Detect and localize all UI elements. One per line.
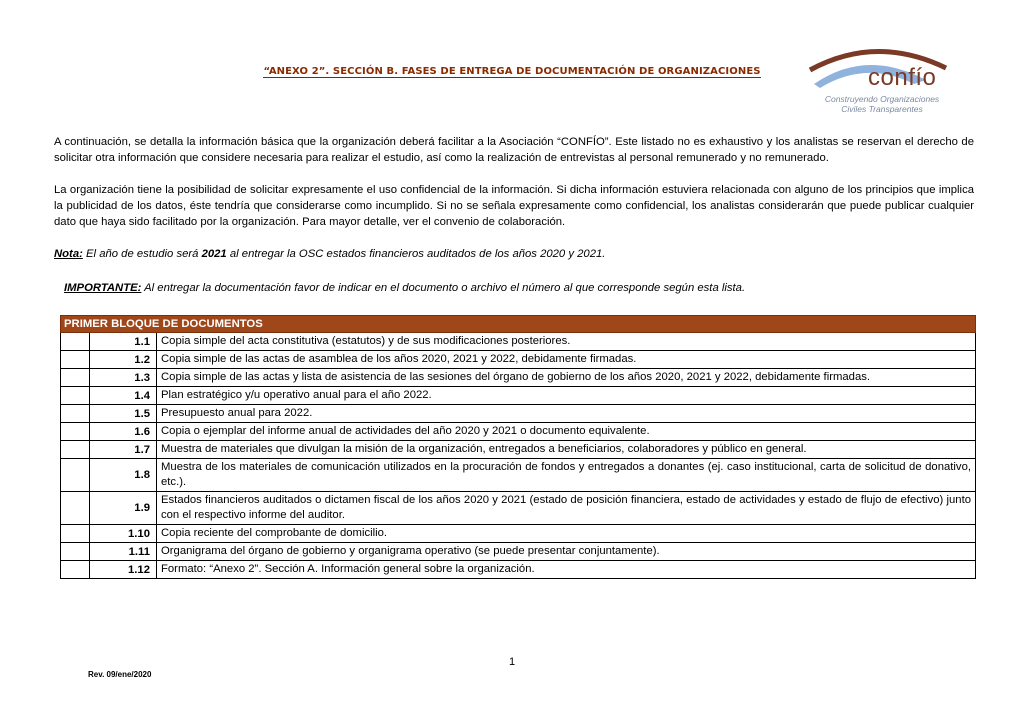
item-description: Presupuesto anual para 2022. <box>157 405 976 423</box>
item-number: 1.5 <box>90 405 157 423</box>
table-row <box>61 543 976 561</box>
check-cell <box>61 351 90 369</box>
logo-tagline-line-1: Construyendo Organizaciones <box>824 94 940 104</box>
check-cell <box>61 387 90 405</box>
item-number: 1.11 <box>90 543 157 561</box>
check-cell <box>61 333 90 351</box>
note-text-1: El año de estudio será <box>82 248 202 260</box>
check-cell <box>61 492 90 525</box>
confidentiality-paragraph: La organización tiene la posibilidad de solicitar expresamente el uso confidencial de la información. Si dicha información estuviera relacionada con alguno de los principios que implica la publicidad de los datos, éste tendría que considerarse como incumplido. Si no se señala expresamente como confidencial, los analistas considerarán que puede publicar cualquier dato que haya sido facilitado por la organización. Para mayor detalle, ver el convenio de colaboración. <box>54 184 974 228</box>
important-label: IMPORTANTE: <box>64 282 142 294</box>
item-number: 1.10 <box>90 525 157 543</box>
check-cell <box>61 369 90 387</box>
intro-paragraph: A continuación, se detalla la información básica que la organización deberá facilitar a la Asociación “CONFÍO”. Este listado no es exhaustivo y los analistas se reservan el derecho de solicitar otra información que considere necesaria para realizar el estudio, así como la realización de entrevistas al personal remunerado y no remunerado. <box>54 136 974 164</box>
page-number: 1 <box>508 656 516 668</box>
item-description: Estados financieros auditados o dictamen fiscal de los años 2020 y 2021 (estado de posición financiera, estado de actividades y estado de flujo de efectivo) junto con el respectivo informe del auditor. <box>157 492 976 525</box>
item-number: 1.7 <box>90 441 157 459</box>
check-cell <box>61 561 90 579</box>
item-number: 1.3 <box>90 369 157 387</box>
item-number: 1.8 <box>90 459 157 492</box>
table-row <box>61 525 976 543</box>
note-year: 2021 <box>201 248 227 260</box>
item-description: Muestra de los materiales de comunicación utilizados en la procuración de fondos y entregados a donantes (ej. caso institucional, carta de solicitud de donativo, etc.). <box>157 459 976 492</box>
check-cell <box>61 441 90 459</box>
item-description: Copia simple del acta constitutiva (estatutos) y de sus modificaciones posteriores. <box>157 333 976 351</box>
study-year-note <box>54 248 605 260</box>
item-description: Muestra de materiales que divulgan la misión de la organización, entregados a beneficiarios, colaboradores y público en general. <box>157 441 976 459</box>
item-description: Copia simple de las actas de asamblea de los años 2020, 2021 y 2022, debidamente firmadas. <box>157 351 976 369</box>
important-note <box>64 282 745 294</box>
note-text-2: al entregar la OSC estados financieros auditados de los años 2020 y 2021. <box>226 248 606 260</box>
item-description: Copia simple de las actas y lista de asistencia de las sesiones del órgano de gobierno de los años 2020, 2021 y 2022, debidamente firmadas. <box>157 369 976 387</box>
item-description: Copia o ejemplar del informe anual de actividades del año 2020 y 2021 o documento equivalente. <box>157 423 976 441</box>
logo-tagline <box>812 94 952 114</box>
check-cell <box>61 459 90 492</box>
table-row <box>61 387 976 405</box>
check-cell <box>61 525 90 543</box>
revision-label: Rev. 09/ene/2020 <box>88 670 152 679</box>
table-header: PRIMER BLOQUE DE DOCUMENTOS <box>61 316 976 333</box>
table-row <box>61 405 976 423</box>
item-description: Plan estratégico y/u operativo anual para el año 2022. <box>157 387 976 405</box>
table-row <box>61 459 976 492</box>
item-number: 1.6 <box>90 423 157 441</box>
item-number: 1.1 <box>90 333 157 351</box>
check-cell <box>61 405 90 423</box>
table-header-row <box>61 316 976 333</box>
item-number: 1.2 <box>90 351 157 369</box>
item-description: Copia reciente del comprobante de domicilio. <box>157 525 976 543</box>
table-row <box>61 492 976 525</box>
item-number: 1.9 <box>90 492 157 525</box>
table-row <box>61 351 976 369</box>
item-description: Formato: “Anexo 2”. Sección A. Información general sobre la organización. <box>157 561 976 579</box>
check-cell <box>61 423 90 441</box>
logo-wordmark: confío <box>868 64 937 91</box>
check-cell <box>61 543 90 561</box>
logo-tagline-line-2: Civiles Transparentes <box>841 104 923 114</box>
table-row <box>61 441 976 459</box>
table-row <box>61 333 976 351</box>
important-text: Al entregar la documentación favor de indicar en el documento o archivo el número al que corresponde según esta lista. <box>141 282 746 294</box>
document-title-text: “ANEXO 2”. SECCIÓN B. FASES DE ENTREGA DE DOCUMENTACIÓN DE ORGANIZACIONES <box>263 66 761 77</box>
table-row <box>61 369 976 387</box>
documents-table <box>60 315 976 579</box>
table-row <box>61 561 976 579</box>
item-description: Organigrama del órgano de gobierno y organigrama operativo (se puede presentar conjuntamente). <box>157 543 976 561</box>
item-number: 1.12 <box>90 561 157 579</box>
note-label: Nota: <box>54 248 83 260</box>
table-row <box>61 423 976 441</box>
item-number: 1.4 <box>90 387 157 405</box>
